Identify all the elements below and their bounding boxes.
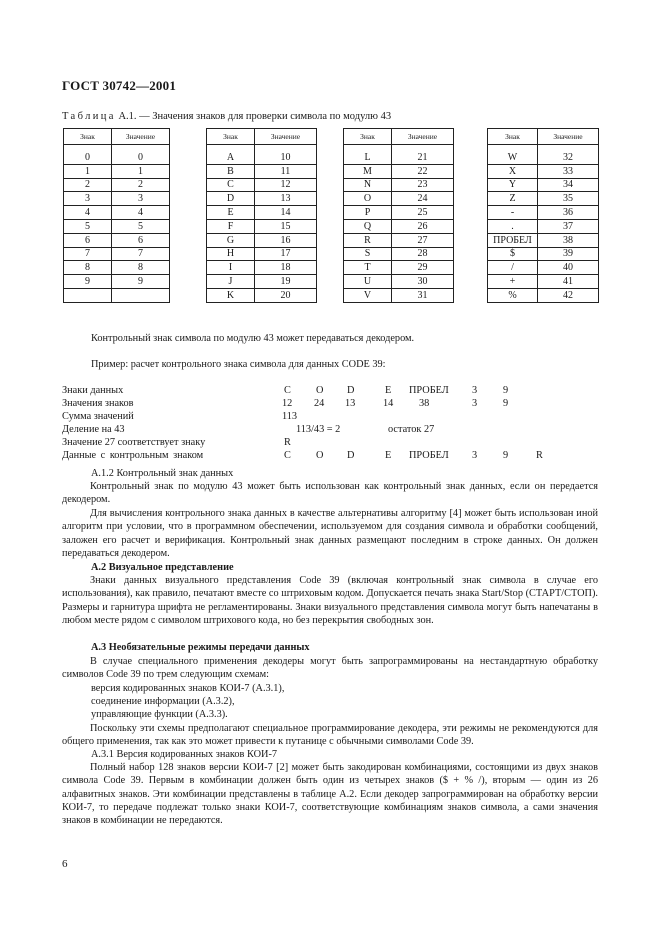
value-cell: 1 [112, 164, 170, 178]
value-cell: 31 [392, 288, 454, 302]
sign-cell: X [488, 164, 538, 178]
value-cell: 23 [392, 178, 454, 192]
sign-cell: B [207, 164, 255, 178]
value-cell: 3 [472, 450, 478, 461]
value-cell: 10 [255, 151, 317, 164]
value-cell: 3 [472, 385, 478, 396]
value-cell: 9 [503, 385, 509, 396]
table-row [344, 206, 454, 220]
page-number: 6 [62, 858, 68, 870]
sign-cell: Y [488, 178, 538, 192]
value-cell: 12 [282, 398, 293, 409]
section-a12-paragraph-1: Контрольный знак по модулю 43 может быть использован как контрольный знак данных, если он передается декодером. [62, 481, 598, 506]
example-row-division [62, 424, 602, 437]
example-row-result [62, 450, 602, 463]
sign-cell: I [207, 261, 255, 275]
table-row [64, 192, 170, 206]
section-a2-paragraph: Знаки данных визуального представления Code 39 (включая контрольный знак символа в случае его использования), как правило, печатают вместе со штриховым кодом. Допускается печать знака Start/Stop (СТАРТ/СТОП). Размеры и гарнитура шрифта не регламентированы. Знаки визуального представления символа могут быть напечатаны в любом месте рядом с символом штрихового кода, но без перекрытия свободных зон. [62, 575, 598, 626]
table-row [344, 288, 454, 302]
value-cell: 11 [255, 164, 317, 178]
table-row [207, 164, 317, 178]
sign-cell: 3 [64, 192, 112, 206]
value-cell: остаток 27 [388, 424, 435, 435]
table-row [207, 288, 317, 302]
value-cell: 13 [255, 192, 317, 206]
table-row [344, 219, 454, 233]
sign-cell: 2 [64, 178, 112, 192]
sign-cell: G [207, 233, 255, 247]
value-cell: 36 [538, 206, 599, 220]
table-row [344, 192, 454, 206]
column-header-sign: Знак [344, 129, 392, 145]
sign-cell: D [207, 192, 255, 206]
table-row [488, 164, 599, 178]
table-row [64, 178, 170, 192]
row-label: Значение 27 соответствует знаку [62, 437, 206, 448]
table-row [488, 192, 599, 206]
value-cell: 24 [392, 192, 454, 206]
value-cell: 15 [255, 219, 317, 233]
sign-cell: C [207, 178, 255, 192]
sign-cell: Q [344, 219, 392, 233]
value-cell: 18 [255, 261, 317, 275]
value-cell: 21 [392, 151, 454, 164]
intro-line-1: Контрольный знак символа по модулю 43 может передаваться декодером. [91, 333, 415, 344]
table-row [207, 206, 317, 220]
sign-cell: ПРОБЕЛ [488, 233, 538, 247]
symbol-table-4 [487, 128, 599, 303]
sign-cell: 4 [64, 206, 112, 220]
value-cell: 24 [314, 398, 325, 409]
section-a3-paragraph-1: В случае специального применения декодеры могут быть запрограммированы на нестандартную обработку символов Code 39 по трем следующим схемам: [62, 656, 598, 681]
value-cell: O [316, 450, 324, 461]
sign-cell: F [207, 219, 255, 233]
sign-cell: 9 [64, 275, 112, 289]
value-cell: 0 [112, 151, 170, 164]
sign-cell: Z [488, 192, 538, 206]
row-label: Знаки данных [62, 385, 124, 396]
value-cell: E [385, 450, 392, 461]
sign-cell: E [207, 206, 255, 220]
value-cell: 41 [538, 275, 599, 289]
value-cell: 14 [383, 398, 394, 409]
table-caption-text: А.1. — Значения знаков для проверки символа по модулю 43 [118, 111, 392, 122]
sign-cell: 7 [64, 247, 112, 261]
column-header-sign: Знак [207, 129, 255, 145]
sign-cell: V [344, 288, 392, 302]
sign-cell: / [488, 261, 538, 275]
value-cell: 2 [112, 178, 170, 192]
sign-cell: . [488, 219, 538, 233]
row-label: Значения знаков [62, 398, 134, 409]
value-cell: 6 [112, 233, 170, 247]
table-row [64, 233, 170, 247]
table-row [488, 233, 599, 247]
symbol-table-1 [63, 128, 170, 303]
row-label: Данные с контрольным знаком [62, 450, 204, 461]
value-cell: 12 [255, 178, 317, 192]
value-cell: 113/43 = 2 [296, 424, 341, 435]
example-row-sum [62, 411, 602, 424]
section-a3-paragraph-2: Поскольку эти схемы предполагают специальное программирование декодера, эти режимы не рекомендуются для общего применения, так как это может привести к путанице с обычными символами Code 39. [62, 723, 598, 748]
example-row-data-signs [62, 385, 602, 398]
table-row [488, 247, 599, 261]
sign-cell: 0 [64, 151, 112, 164]
section-a12-paragraph-2: Для вычисления контрольного знака данных в качестве альтернативы алгоритму [4] может быть использован иной алгоритм при условии, что в программном обеспечении, используемом для создания символа и обработки сообщений, заложен его расчет и верификация. Контрольный знак данных размещают последним в строке данных. Он должен передаваться декодером. [62, 508, 598, 559]
column-header-value: Значение [112, 129, 170, 145]
table-row [344, 164, 454, 178]
example-calculation [62, 385, 602, 463]
table-row [488, 219, 599, 233]
table-row [344, 261, 454, 275]
sign-cell: L [344, 151, 392, 164]
list-item: управляющие функции (А.3.3). [91, 709, 228, 720]
example-row-values [62, 398, 602, 411]
table-row [64, 151, 170, 164]
section-a2-heading: А.2 Визуальное представление [91, 562, 234, 573]
section-a3-heading: А.3 Необязательные режимы передачи данных [91, 642, 310, 653]
value-cell: 3 [472, 398, 478, 409]
value-cell: 113 [282, 411, 298, 422]
table-row [488, 206, 599, 220]
value-cell: 37 [538, 219, 599, 233]
sign-cell: 6 [64, 233, 112, 247]
sign-cell: 1 [64, 164, 112, 178]
value-cell: 35 [538, 192, 599, 206]
table-row [488, 288, 599, 302]
table-row [344, 275, 454, 289]
value-cell: 32 [538, 151, 599, 164]
value-cell: ПРОБЕЛ [409, 385, 449, 396]
value-cell: D [347, 385, 355, 396]
value-cell: D [347, 450, 355, 461]
table-row [207, 219, 317, 233]
sign-cell: S [344, 247, 392, 261]
table-row [344, 178, 454, 192]
value-cell: 8 [112, 261, 170, 275]
value-cell: 13 [345, 398, 356, 409]
value-cell: 33 [538, 164, 599, 178]
value-cell: C [284, 385, 291, 396]
sign-cell: K [207, 288, 255, 302]
value-cell: 42 [538, 288, 599, 302]
value-cell: 29 [392, 261, 454, 275]
list-item: соединение информации (А.3.2), [91, 696, 235, 707]
value-cell: 26 [392, 219, 454, 233]
table-row [64, 247, 170, 261]
table-row [207, 275, 317, 289]
row-label: Сумма значений [62, 411, 134, 422]
value-cell: C [284, 450, 291, 461]
value-cell: 16 [255, 233, 317, 247]
table-row [64, 164, 170, 178]
sign-cell: H [207, 247, 255, 261]
value-cell: 28 [392, 247, 454, 261]
table-row [488, 275, 599, 289]
sign-cell: T [344, 261, 392, 275]
table-row [64, 206, 170, 220]
value-cell: 14 [255, 206, 317, 220]
table-row [207, 247, 317, 261]
symbol-table-2 [206, 128, 317, 303]
document-header: ГОСТ 30742—2001 [62, 78, 177, 93]
symbol-table-3 [343, 128, 454, 303]
table-row [64, 219, 170, 233]
table-row [207, 192, 317, 206]
value-cell: 3 [112, 192, 170, 206]
sign-cell: U [344, 275, 392, 289]
sign-cell: P [344, 206, 392, 220]
table-caption-word: Таблица [62, 111, 116, 122]
value-cell: E [385, 385, 392, 396]
list-item: версия кодированных знаков КОИ-7 (А.3.1), [91, 683, 285, 694]
table-row [344, 151, 454, 164]
sign-cell: M [344, 164, 392, 178]
table-row [344, 247, 454, 261]
table-row [64, 261, 170, 275]
value-cell: O [316, 385, 324, 396]
column-header-value: Значение [538, 129, 599, 145]
sign-cell: N [344, 178, 392, 192]
value-cell: 38 [538, 233, 599, 247]
value-cell: 40 [538, 261, 599, 275]
sign-cell: O [344, 192, 392, 206]
value-cell: 34 [538, 178, 599, 192]
table-row [207, 233, 317, 247]
table-row [207, 178, 317, 192]
sign-cell: W [488, 151, 538, 164]
sign-cell: 5 [64, 219, 112, 233]
value-cell: 25 [392, 206, 454, 220]
value-cell: ПРОБЕЛ [409, 450, 449, 461]
value-cell: 9 [112, 275, 170, 289]
sign-cell: % [488, 288, 538, 302]
column-header-sign: Знак [488, 129, 538, 145]
value-cell: 4 [112, 206, 170, 220]
table-row [488, 151, 599, 164]
value-cell: R [536, 450, 543, 461]
section-a31-heading: А.3.1 Версия кодированных знаков КОИ-7 [91, 749, 278, 760]
value-cell: 17 [255, 247, 317, 261]
table-row [488, 261, 599, 275]
sign-cell: - [488, 206, 538, 220]
sign-cell [64, 288, 112, 302]
table-row [207, 261, 317, 275]
value-cell: 38 [419, 398, 430, 409]
value-cell: 7 [112, 247, 170, 261]
table-row [64, 288, 170, 302]
value-cell: 30 [392, 275, 454, 289]
table-row [64, 275, 170, 289]
row-label: Деление на 43 [62, 424, 125, 435]
table-row [488, 178, 599, 192]
value-cell: 9 [503, 398, 509, 409]
example-row-match [62, 437, 602, 450]
value-cell: 39 [538, 247, 599, 261]
section-a31-paragraph: Полный набор 128 знаков версии КОИ-7 [2] может быть закодирован комбинациями, состоящими из двух знаков символа Code 39. Первым в комбинации должен быть один из четырех знаков ($ + % /), вторым — один из 26 алфавитных знаков. Эти комбинации представлены в таблице А.2. Если декодер запрограммирован на обработку версии КОИ-7, то передаче подлежат только знаки КОИ-7, соответствующие комбинациям знаков символа, а сами значения знаков в комбинации не передаются. [62, 762, 598, 827]
table-caption [62, 111, 391, 122]
section-a12-heading: А.1.2 Контрольный знак данных [91, 468, 234, 479]
sign-cell: A [207, 151, 255, 164]
value-cell [112, 288, 170, 302]
table-row [207, 151, 317, 164]
sign-cell: J [207, 275, 255, 289]
sign-cell: + [488, 275, 538, 289]
value-cell: 19 [255, 275, 317, 289]
sign-cell: R [344, 233, 392, 247]
column-header-sign: Знак [64, 129, 112, 145]
sign-cell: 8 [64, 261, 112, 275]
intro-line-2: Пример: расчет контрольного знака символа для данных CODE 39: [91, 359, 386, 370]
value-cell: 27 [392, 233, 454, 247]
value-cell: 20 [255, 288, 317, 302]
sign-cell: $ [488, 247, 538, 261]
value-cell: 22 [392, 164, 454, 178]
value-cell: R [284, 437, 291, 448]
table-row [344, 233, 454, 247]
value-cell: 5 [112, 219, 170, 233]
column-header-value: Значение [392, 129, 454, 145]
value-cell: 9 [503, 450, 509, 461]
column-header-value: Значение [255, 129, 317, 145]
